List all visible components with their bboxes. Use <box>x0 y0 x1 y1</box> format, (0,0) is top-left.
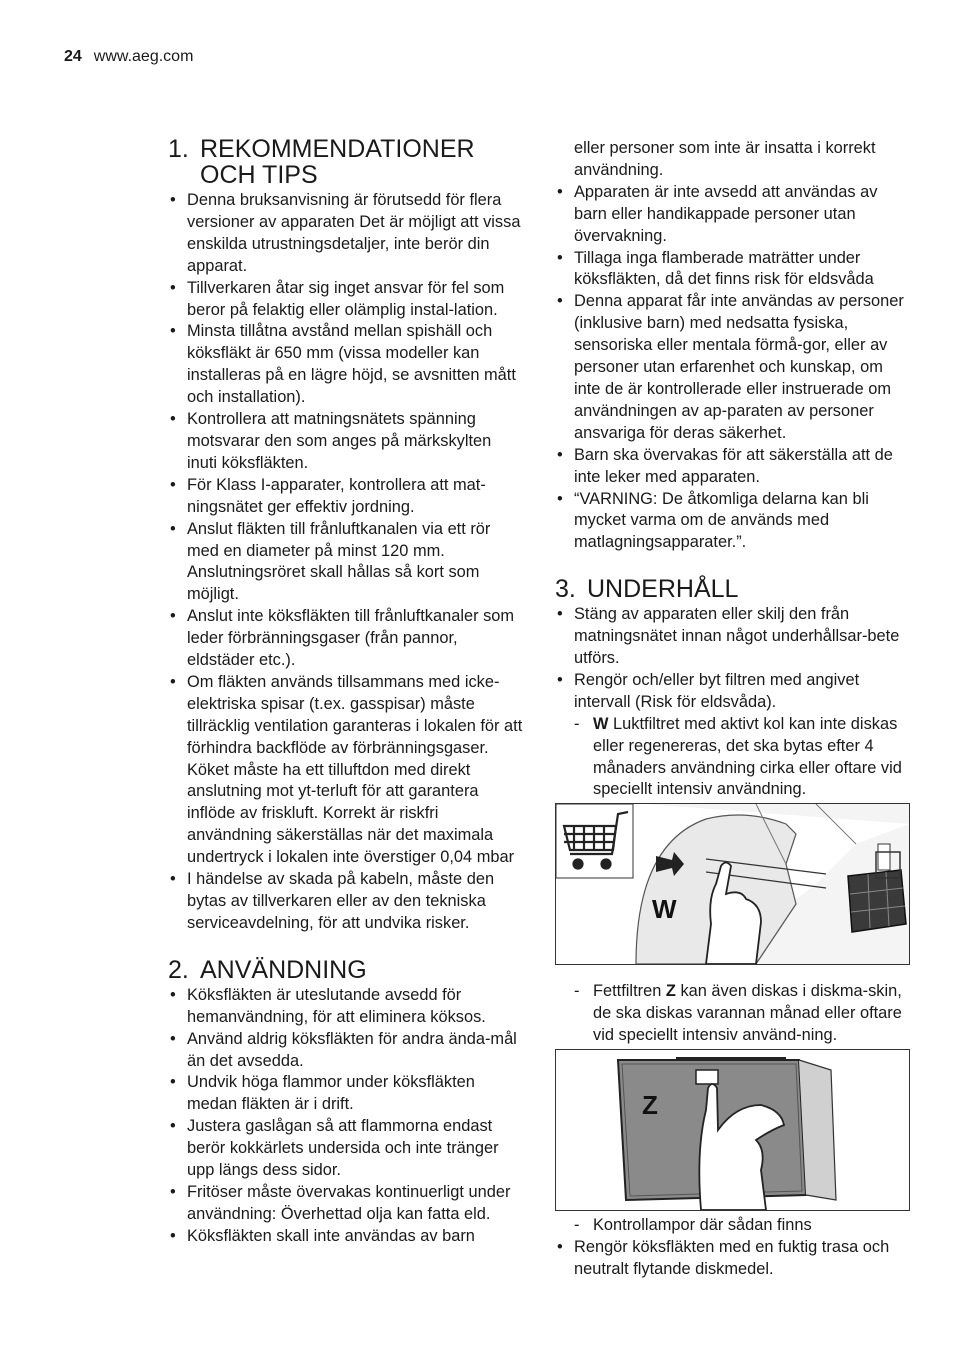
page-header <box>64 47 193 67</box>
list-item: • Justera gaslågan så att flammorna endast berör kokkärlets undersida och inte tränger upp längs dess sidor. <box>168 1116 524 1182</box>
site-url[interactable]: www.aeg.com <box>93 48 194 65</box>
filter-w-label: W <box>593 714 609 733</box>
list-item-continuation: eller personer som inte är insatta i korrekt användning. <box>574 139 876 179</box>
filter-handle <box>696 1070 718 1084</box>
list-item: • Tillverkaren åtar sig inget ansvar för fel som beror på felaktig eller olämplig instal-lation. <box>168 278 524 322</box>
list-item: • Apparaten är inte avsedd att användas av barn eller handikappade personer utan övervakning. <box>555 182 913 248</box>
section-1-list <box>168 190 524 935</box>
list-item: • Denna bruksanvisning är förutsedd för flera versioner av apparaten Det är möjligt att vissa enskilda utrustningsdetaljer, inte berör din apparat. <box>168 190 524 278</box>
page-number: 24 <box>64 48 82 65</box>
list-item: • Använd aldrig köksfläkten för andra ända-mål än det avsedda. <box>168 1029 524 1073</box>
sub-item-text: kan även diskas i diskma-skin, de ska diskas varannan månad eller oftare vid speciellt intensiv använd-ning. <box>593 982 902 1045</box>
section-2-heading <box>168 957 524 983</box>
list-item: • Fritöser måste övervakas kontinuerligt under användning: Överhettad olja kan fatta eld. <box>168 1182 524 1226</box>
section-3-list-b <box>555 981 913 1047</box>
section-number: 3. <box>555 575 576 604</box>
list-item: • Stäng av apparaten eller skilj den från matningsnätet innan något underhållsar-bete utförs. <box>555 604 913 670</box>
grease-filter-illustration <box>555 1049 910 1211</box>
list-item: • Anslut fläkten till frånluftkanalen via ett rör med en diameter på minst 120 mm. Anslutningsröret skall hållas så kort som möjligt. <box>168 519 524 607</box>
list-item: • Barn ska övervakas för att säkerställa att de inte leker med apparaten. <box>555 445 913 489</box>
section-number: 2. <box>168 955 189 984</box>
sub-item-text: Fettfiltren <box>593 982 666 1001</box>
section-title: REKOMMENDATIONER OCH TIPS <box>200 135 475 189</box>
list-item: • Denna apparat får inte användas av personer (inklusive barn) med nedsatta fysiska, sensoriska eller mentala förmå-gor, eller av personer utan erfarenhet och kunskap, om inte de är kontrollerade eller instruerade om användningen av ap-paraten av personer ansvariga för deras säkerhet. <box>555 291 913 444</box>
list-item: • Minsta tillåtna avstånd mellan spishäll och köksfläkt är 650 mm (vissa modeller kan installeras på en lägre höjd, se avsnitten mått och installation). <box>168 321 524 409</box>
charcoal-filter-illustration <box>555 803 910 965</box>
list-item: • Köksfläkten skall inte användas av barn <box>168 1226 524 1248</box>
section-3-list <box>555 604 913 801</box>
list-item: • Anslut inte köksfläkten till frånluftkanaler som leder förbränningsgaser (från pannor, eldstäder etc.). <box>168 606 524 672</box>
list-item: • Rengör och/eller byt filtren med angivet intervall (Risk för eldsvåda). <box>555 670 913 714</box>
section-2-list-continued <box>555 138 913 554</box>
list-item: • Köksfläkten är uteslutande avsedd för hemanvändning, för att eliminera köksos. <box>168 985 524 1029</box>
section-2-list <box>168 985 524 1248</box>
grease-filter-drawing <box>556 1050 909 1210</box>
list-item: • Undvik höga flammor under köksfläkten medan fläkten är i drift. <box>168 1072 524 1116</box>
figure-label-z: Z <box>642 1090 658 1121</box>
sub-item-charcoal-filter <box>555 714 913 802</box>
list-item: • Rengör köksfläkten med en fuktig trasa och neutralt flytande diskmedel. <box>555 1237 913 1281</box>
list-item: • I händelse av skada på kabeln, måste den bytas av tillverkaren eller av den tekniska serviceavdelning, för att undvika risker. <box>168 869 524 935</box>
list-item: • Kontrollera att matningsnätets spänning motsvarar den som anges på märkskylten inuti köksfläkten. <box>168 409 524 475</box>
sub-item-grease-filter <box>555 981 913 1047</box>
sub-item-text: Luktfiltret med aktivt kol kan inte diskas eller regenereras, det ska bytas efter 4 månaders användning cirka eller oftare vid speciellt intensiv användning. <box>593 714 902 799</box>
right-column <box>555 138 913 1281</box>
section-1-heading <box>168 136 524 188</box>
left-column <box>168 136 524 1248</box>
sub-item-lamps: - Kontrollampor där sådan finns <box>555 1215 913 1237</box>
section-3-heading <box>555 576 913 602</box>
section-3-list-c <box>555 1215 913 1281</box>
list-item: • “VARNING: De åtkomliga delarna kan bli mycket varma om de används med matlagningsapparater.”. <box>555 489 913 555</box>
list-item: • För Klass I-apparater, kontrollera att mat-ningsnätet ger effektiv jordning. <box>168 475 524 519</box>
section-title: ANVÄNDNING <box>200 955 367 984</box>
list-item: • Om fläkten används tillsammans med icke-elektriska spisar (t.ex. gasspisar) måste tillräcklig ventilation garanteras i lokalen för att förhindra backflöde av förbränningsgaser. Köket måste ha ett tilluftdon med direkt anslutning mot yt-terluft för att garantera inflöde av friskluft. Korrekt är riskfri användning säkerställas när det maximala undertryck i lokalen inte överstiger 0,04 mbar <box>168 672 524 869</box>
charcoal-filter-drawing <box>556 804 909 964</box>
section-number: 1. <box>168 135 189 163</box>
section-title: UNDERHÅLL <box>587 575 739 604</box>
list-item: • Tillaga inga flamberade maträtter under köksfläkten, då det finns risk för eldsvåda <box>555 248 913 292</box>
figure-label-w: W <box>652 894 677 925</box>
filter-z-label: Z <box>665 982 676 1001</box>
